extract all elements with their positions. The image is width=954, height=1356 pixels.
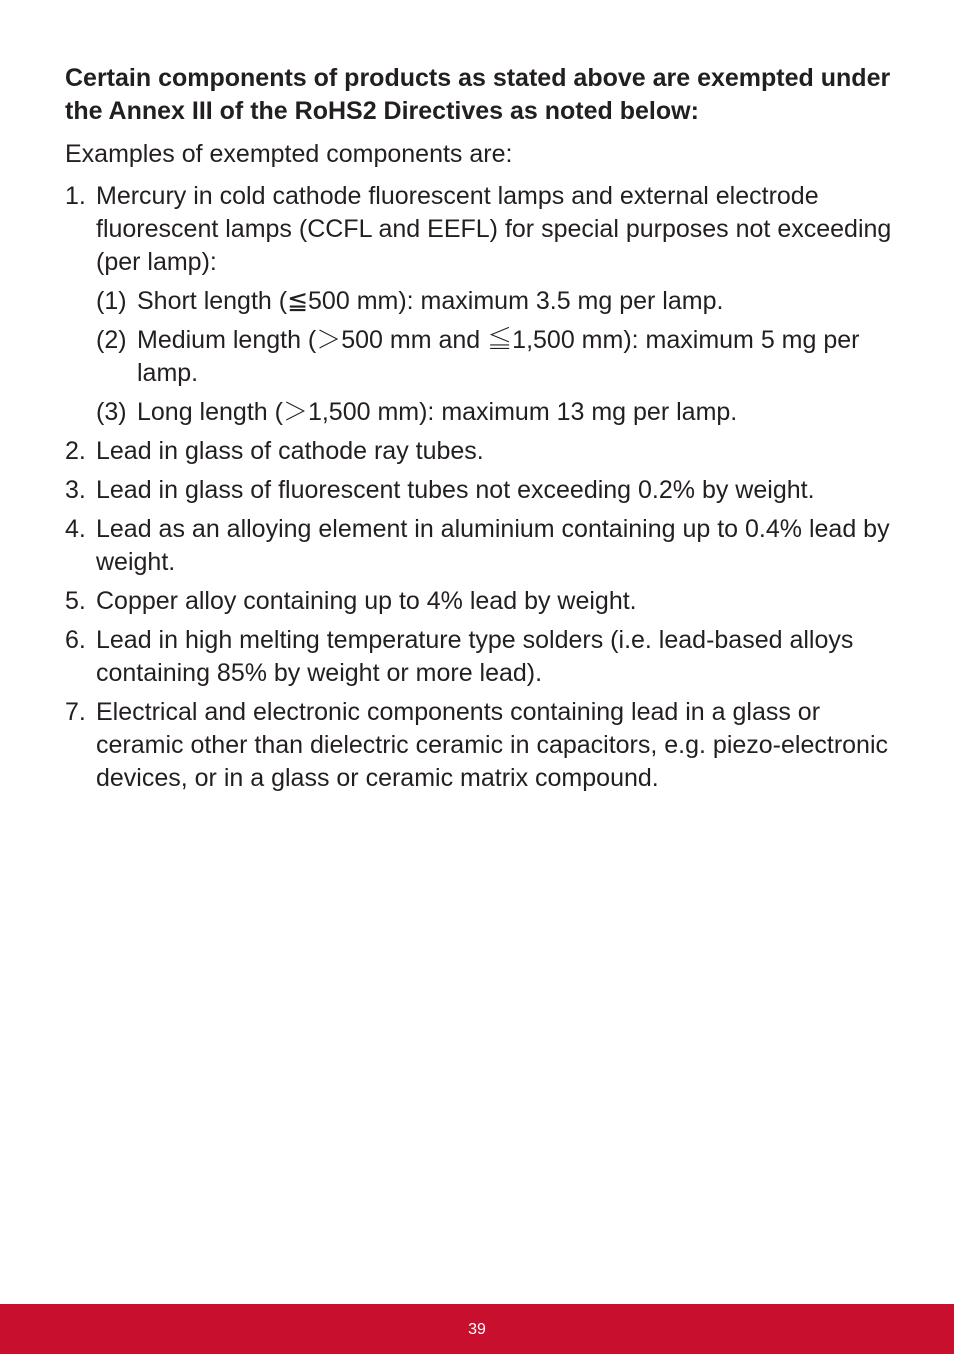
sub-item-text: Long length (＞1,500 mm): maximum 13 mg per lamp.: [137, 398, 738, 426]
item-text: Copper alloy containing up to 4% lead by weight.: [96, 587, 637, 615]
list-item: [65, 474, 895, 507]
list-item: [65, 585, 895, 618]
sub-item-text: Medium length (＞500 mm and ≦1,500 mm): maximum 5 mg per lamp.: [137, 326, 860, 387]
section-heading: Certain components of products as stated above are exempted under the Annex III of the RoHS2 Directives as noted below:: [65, 64, 891, 125]
list-item: [65, 624, 895, 690]
item-number: 2.: [65, 437, 86, 465]
sub-item-number: (3): [96, 398, 127, 426]
item-text: Lead as an alloying element in aluminium containing up to 0.4% lead by weight.: [96, 515, 890, 576]
sub-list: [96, 285, 895, 429]
item-number: 1.: [65, 182, 86, 210]
sub-list-item: [96, 396, 895, 429]
sub-list-item: [96, 324, 895, 390]
page-content: [65, 62, 895, 801]
sub-item-text: Short length (≦500 mm): maximum 3.5 mg per lamp.: [137, 287, 724, 315]
item-number: 5.: [65, 587, 86, 615]
exemption-list: [65, 180, 895, 795]
list-item: [65, 696, 895, 795]
sub-list-item: [96, 285, 895, 318]
item-text: Electrical and electronic components containing lead in a glass or ceramic other than dielectric ceramic in capacitors, e.g. piezo-electronic devices, or in a glass or ceramic matrix compound.: [96, 698, 889, 792]
sub-item-number: (1): [96, 287, 127, 315]
item-text: Lead in high melting temperature type solders (i.e. lead-based alloys containing 85% by weight or more lead).: [96, 626, 854, 687]
list-item: [65, 513, 895, 579]
intro-text: Examples of exempted components are:: [65, 140, 513, 168]
item-text: Mercury in cold cathode fluorescent lamps and external electrode fluorescent lamps (CCFL and EEFL) for special purposes not exceeding (per lamp):: [96, 182, 892, 276]
sub-item-number: (2): [96, 326, 127, 354]
item-number: 4.: [65, 515, 86, 543]
list-item: [65, 180, 895, 429]
item-number: 7.: [65, 698, 86, 726]
item-text: Lead in glass of cathode ray tubes.: [96, 437, 484, 465]
item-text: Lead in glass of fluorescent tubes not exceeding 0.2% by weight.: [96, 476, 815, 504]
page-number: 39: [468, 1321, 486, 1338]
list-item: [65, 435, 895, 468]
footer-bar: [0, 1304, 954, 1354]
item-number: 3.: [65, 476, 86, 504]
item-number: 6.: [65, 626, 86, 654]
